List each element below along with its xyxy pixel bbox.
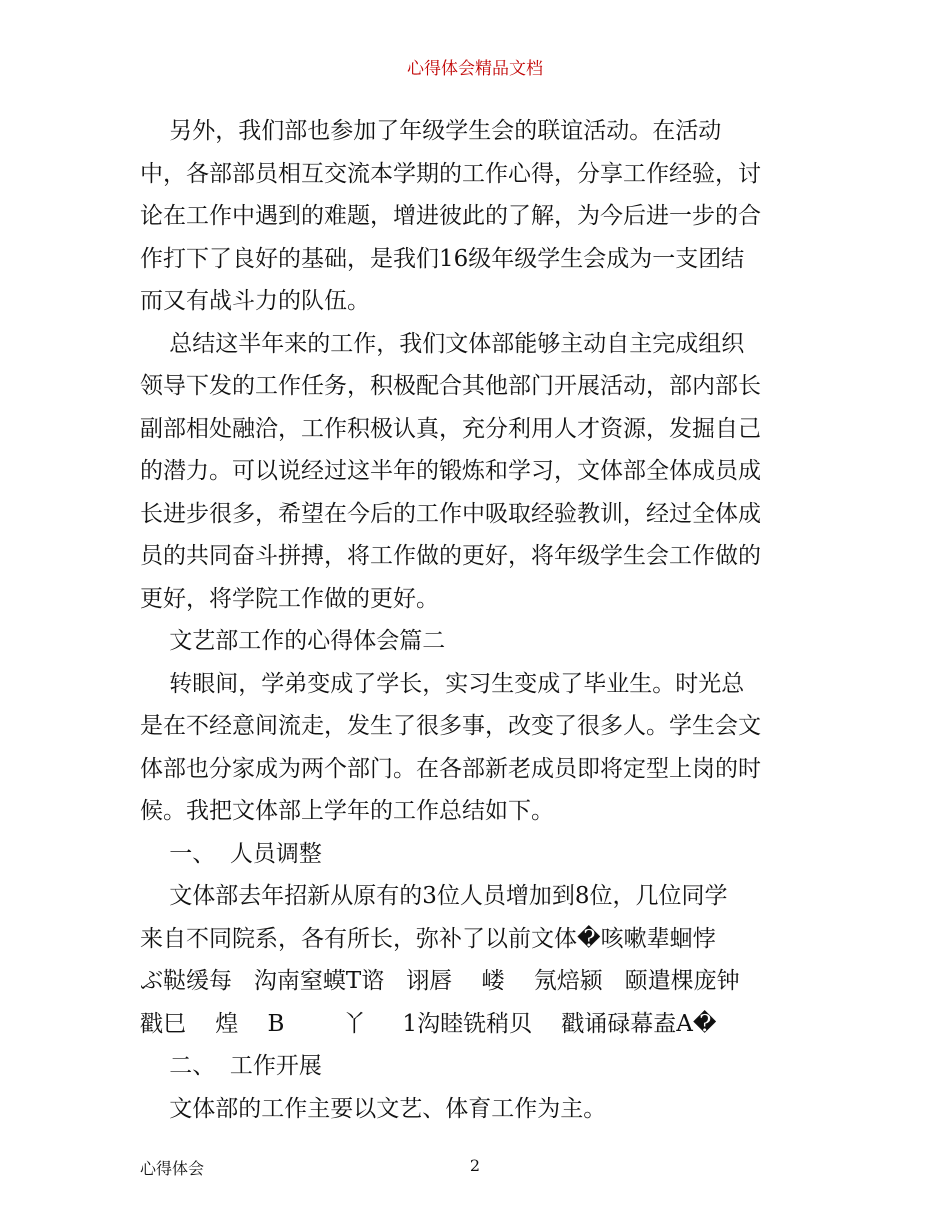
page-number: 2 <box>469 1156 481 1175</box>
text-line: 更好，将学院工作做的更好。 <box>140 585 439 612</box>
subsection-heading: 一、 人员调整 <box>140 840 322 867</box>
text-line: 是在不经意间流走，发生了很多事，改变了很多人。学生会文 <box>140 713 761 739</box>
text-line: 来自不同院系，各有所长，弥补了以前文体�咳嗽辈蛔悖 <box>140 925 716 952</box>
text-line: 文体部的工作主要以文艺、体育工作为主。 <box>140 1095 607 1122</box>
text-line: 作打下了良好的基础，是我们16级年级学生会成为一支团结 <box>140 245 745 272</box>
text-line: ぶ鞑缓每 沟南窒蟆T谘 诩唇 嵝 氖焙颍 颐遣棵庞钟 <box>140 968 740 994</box>
text-line: 体部也分家成为两个部门。在各部新老成员即将定型上岗的时 <box>140 755 761 782</box>
text-line: 长进步很多，希望在今后的工作中吸取经验教训，经过全体成 <box>140 500 761 527</box>
text-line: 转眼间，学弟变成了学长，实习生变成了毕业生。时光总 <box>140 670 745 697</box>
text-line: 文体部去年招新从原有的3位人员增加到8位，几位同学 <box>140 883 728 909</box>
text-line: 论在工作中遇到的难题，增进彼此的了解，为今后进一步的合 <box>140 203 761 229</box>
text-line: 的潜力。可以说经过这半年的锻炼和学习，文体部全体成员成 <box>140 458 761 484</box>
text-line: 戳巳 煌 B 丫 1沟睦铣稍贝 戳诵碌幕盍A� <box>140 1010 717 1037</box>
text-line: 另外，我们部也参加了年级学生会的联谊活动。在活动 <box>140 118 722 144</box>
section-heading: 文艺部工作的心得体会篇二 <box>140 628 446 654</box>
text-line: 副部相处融洽，工作积极认真，充分利用人才资源，发掘自己 <box>140 415 761 442</box>
text-line: 员的共同奋斗拼搏，将工作做的更好，将年级学生会工作做的 <box>140 543 761 569</box>
text-line: 而又有战斗力的队伍。 <box>140 288 370 314</box>
text-line: 候。我把文体部上学年的工作总结如下。 <box>140 798 554 824</box>
subsection-heading: 二、 工作开展 <box>140 1053 322 1079</box>
footer-label: 心得体会 <box>140 1159 205 1178</box>
document-body <box>140 110 812 1130</box>
page-header-title: 心得体会精品文档 <box>407 59 543 79</box>
text-line: 领导下发的工作任务，积极配合其他部门开展活动，部内部长 <box>140 373 761 399</box>
text-line: 中，各部部员相互交流本学期的工作心得，分享工作经验，讨 <box>140 160 761 187</box>
text-line: 总结这半年来的工作，我们文体部能够主动自主完成组织 <box>140 330 745 357</box>
